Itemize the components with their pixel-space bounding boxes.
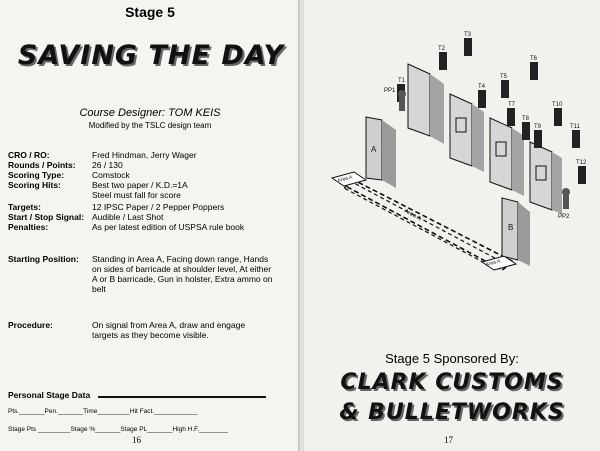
label-barricade-a: A [371, 145, 377, 154]
detail-value: As per latest edition of USPSA rule book [92, 222, 245, 232]
score-fields-row-1: Pts._______Pen._______Time_________Hit Fact.____________ [8, 408, 198, 415]
detail-value: Steel must fall for score [92, 190, 181, 200]
modified-note: Modified by the TSLC design team [88, 121, 212, 130]
procedure-label: Procedure: [8, 320, 53, 330]
detail-key: Scoring Hits: [8, 180, 61, 190]
detail-value: Comstock [92, 170, 130, 180]
detail-key: Penalties: [8, 222, 49, 232]
heading-rule [98, 396, 266, 398]
detail-key: Targets: [8, 202, 41, 212]
page-number-left: 16 [132, 435, 141, 445]
detail-key: Scoring Type: [8, 170, 65, 180]
stage-title: SAVING THE DAY [17, 40, 285, 71]
label-t1: T1 [398, 78, 406, 84]
popper-pp1-body [399, 97, 405, 111]
popper-pp2-body [563, 195, 569, 209]
label-t3: T3 [464, 32, 472, 38]
starting-position-text: Standing in Area A, Facing down range, Hands on sides of barricade at shoulder level, At either A or B barricade, Gun in holster, Extra ammo on belt [92, 254, 273, 294]
right-page [304, 0, 600, 451]
popper-pp1-head [398, 90, 406, 98]
detail-value: 26 / 130 [92, 160, 123, 170]
stage-label: Stage 5 [125, 4, 175, 20]
detail-value: Fred Hindman, Jerry Wager [92, 150, 197, 160]
target-t10 [554, 108, 562, 126]
wall-1 [408, 64, 444, 144]
label-t2: T2 [438, 46, 446, 52]
label-pp2: PP2 [558, 214, 570, 220]
target-t2 [439, 52, 447, 70]
label-t11: T11 [570, 124, 580, 130]
label-t12: T12 [576, 160, 587, 166]
barricade-b [502, 198, 530, 266]
target-t3 [464, 38, 472, 56]
detail-key: Rounds / Points: [8, 160, 76, 170]
label-t10: T10 [552, 102, 563, 108]
course-designer: Course Designer: TOM KEIS [79, 107, 221, 119]
stage-diagram [304, 0, 600, 300]
sponsored-by-heading: Stage 5 Sponsored By: [385, 351, 519, 366]
label-area-a-right: Area A [485, 258, 502, 268]
sponsor-name-line-1: CLARK CUSTOMS [340, 370, 564, 395]
page-number-right: 17 [444, 435, 453, 445]
target-t7 [507, 108, 515, 126]
label-area-a: Area A [403, 208, 422, 223]
target-t9 [534, 130, 542, 148]
detail-value: Best two paper / K.D.=1A [92, 180, 188, 190]
label-pp1: PP1 [384, 88, 396, 94]
target-t6 [530, 62, 538, 80]
label-t4: T4 [478, 84, 486, 90]
sponsor-name-line-2: & BULLETWORKS [339, 400, 565, 425]
score-fields-row-2: Stage Pts _________Stage %_______Stage PL_______High H.F.________ [8, 426, 229, 433]
target-t5 [501, 80, 509, 98]
target-t8 [522, 122, 530, 140]
label-t5: T5 [500, 74, 508, 80]
target-t4 [478, 90, 486, 108]
procedure-text: On signal from Area A, draw and engage targets as they become visible. [92, 320, 246, 340]
personal-stage-data-heading: Personal Stage Data [8, 390, 91, 400]
label-area-a-left: Area A [337, 174, 354, 184]
label-t7: T7 [508, 102, 516, 108]
detail-key: Start / Stop Signal: [8, 212, 85, 222]
popper-pp2-head [562, 188, 570, 196]
detail-key: CRO / RO: [8, 150, 50, 160]
detail-value: Audible / Last Shot [92, 212, 164, 222]
target-t11 [572, 130, 580, 148]
starting-position-label: Starting Position: [8, 254, 79, 264]
target-t12 [578, 166, 586, 184]
detail-value: 12 IPSC Paper / 2 Pepper Poppers [92, 202, 225, 212]
label-t6: T6 [530, 56, 538, 62]
label-barricade-b: B [508, 223, 514, 232]
label-t8: T8 [522, 116, 530, 122]
area-a-outline [338, 176, 514, 270]
wall-3 [490, 118, 524, 196]
label-t9: T9 [534, 124, 542, 130]
